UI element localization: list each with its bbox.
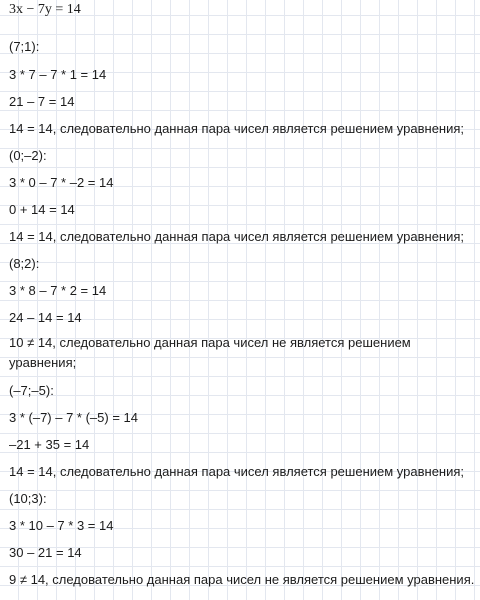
conclusion-line: 14 = 14, следовательно данная пара чисел является решением уравнения; — [9, 464, 465, 479]
conclusion-line: 10 ≠ 14, следовательно данная пара чисел не является решением уравнения; — [9, 335, 411, 370]
pair-label: (10;3): — [9, 491, 47, 506]
pair-label: (8;2): — [9, 256, 40, 271]
substitution-line: 3 * 0 – 7 * –2 = 14 — [9, 175, 114, 190]
substitution-line: 3 * 10 – 7 * 3 = 14 — [9, 518, 114, 533]
simplification-line: 0 + 14 = 14 — [9, 202, 75, 217]
equation-heading: 3x − 7y = 14 — [9, 2, 81, 17]
pair-label: (7;1): — [9, 39, 40, 54]
simplification-line: 30 – 21 = 14 — [9, 545, 82, 560]
conclusion-line: 14 = 14, следовательно данная пара чисел является решением уравнения; — [9, 121, 465, 136]
simplification-line: 24 – 14 = 14 — [9, 310, 82, 325]
conclusion-line: 9 ≠ 14, следовательно данная пара чисел не является решением уравнения. — [9, 572, 475, 587]
substitution-line: 3 * 7 – 7 * 1 = 14 — [9, 67, 107, 82]
simplification-line: 21 – 7 = 14 — [9, 94, 75, 109]
conclusion-line: 14 = 14, следовательно данная пара чисел является решением уравнения; — [9, 229, 465, 244]
substitution-line: 3 * (–7) – 7 * (–5) = 14 — [9, 410, 138, 425]
substitution-line: 3 * 8 – 7 * 2 = 14 — [9, 283, 107, 298]
pair-label: (–7;–5): — [9, 383, 54, 398]
simplification-line: –21 + 35 = 14 — [9, 437, 90, 452]
pair-label: (0;–2): — [9, 148, 47, 163]
